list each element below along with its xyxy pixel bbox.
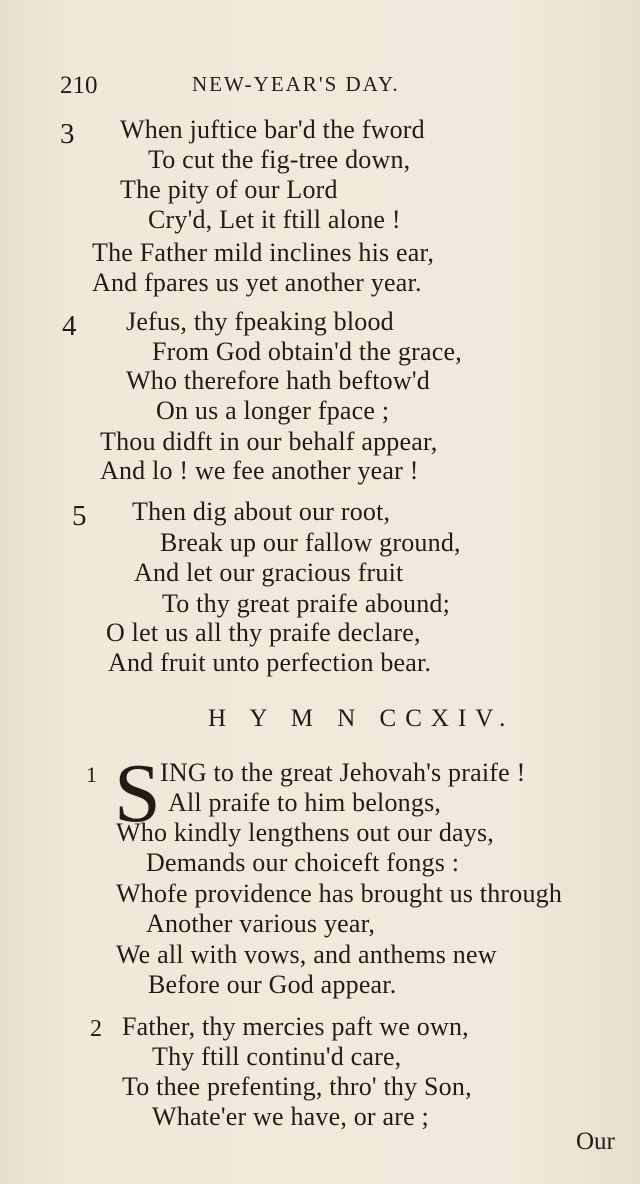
- verse-line: We all with vows, and anthems new: [116, 940, 497, 969]
- verse-line: From God obtain'd the grace,: [152, 337, 462, 366]
- verse-line: Then dig about our root,: [132, 497, 391, 526]
- verse-line: ING to the great Jehovah's praife !: [160, 758, 526, 787]
- page-number: 210: [60, 72, 98, 99]
- verse-line: Whate'er we have, or are ;: [152, 1102, 429, 1131]
- verse-line: Another various year,: [146, 909, 376, 938]
- verse-number: 3: [60, 118, 75, 150]
- verse-line: And fruit unto perfection bear.: [108, 648, 432, 677]
- verse-line: To cut the fig-tree down,: [148, 145, 411, 174]
- running-title: NEW-YEAR'S DAY.: [192, 72, 400, 96]
- verse-line: All praife to him belongs,: [168, 788, 442, 817]
- verse-line: Demands our choiceft fongs :: [146, 848, 460, 877]
- verse-line: On us a longer fpace ;: [156, 396, 390, 425]
- verse-number: 4: [62, 310, 77, 342]
- verse-line: O let us all thy praife declare,: [106, 618, 421, 647]
- verse-line: Thou didft in our behalf appear,: [100, 427, 438, 456]
- verse-line: Who kindly lengthens out our days,: [116, 818, 494, 847]
- verse-line: Break up our fallow ground,: [160, 528, 461, 557]
- verse-line: The pity of our Lord: [120, 175, 338, 204]
- verse-line: And lo ! we fee another year !: [100, 456, 419, 485]
- drop-cap: S: [114, 747, 161, 840]
- verse-number: 1: [86, 762, 97, 787]
- verse-line: Cry'd, Let it ftill alone !: [148, 205, 401, 234]
- verse-line: To thee prefenting, thro' thy Son,: [122, 1072, 472, 1101]
- verse-number: 5: [72, 500, 87, 532]
- verse-line: When juftice bar'd the fword: [120, 115, 425, 144]
- verse-line: Who therefore hath beftow'd: [126, 366, 430, 395]
- verse-number: 2: [90, 1016, 102, 1042]
- verse-line: Jefus, thy fpeaking blood: [126, 307, 394, 336]
- verse-line: And fpares us yet another year.: [92, 268, 422, 297]
- verse-line: Father, thy mercies paft we own,: [122, 1012, 469, 1041]
- catchword: Our: [576, 1128, 615, 1155]
- verse-line: Whofe providence has brought us through: [116, 879, 563, 908]
- hymn-title: H Y M N CCXIV.: [208, 705, 515, 732]
- verse-line: And let our gracious fruit: [134, 558, 404, 587]
- verse-line: Before our God appear.: [148, 970, 397, 999]
- verse-line: To thy great praife abound;: [162, 589, 451, 618]
- verse-line: Thy ftill continu'd care,: [152, 1042, 402, 1071]
- verse-line: The Father mild inclines his ear,: [92, 238, 435, 267]
